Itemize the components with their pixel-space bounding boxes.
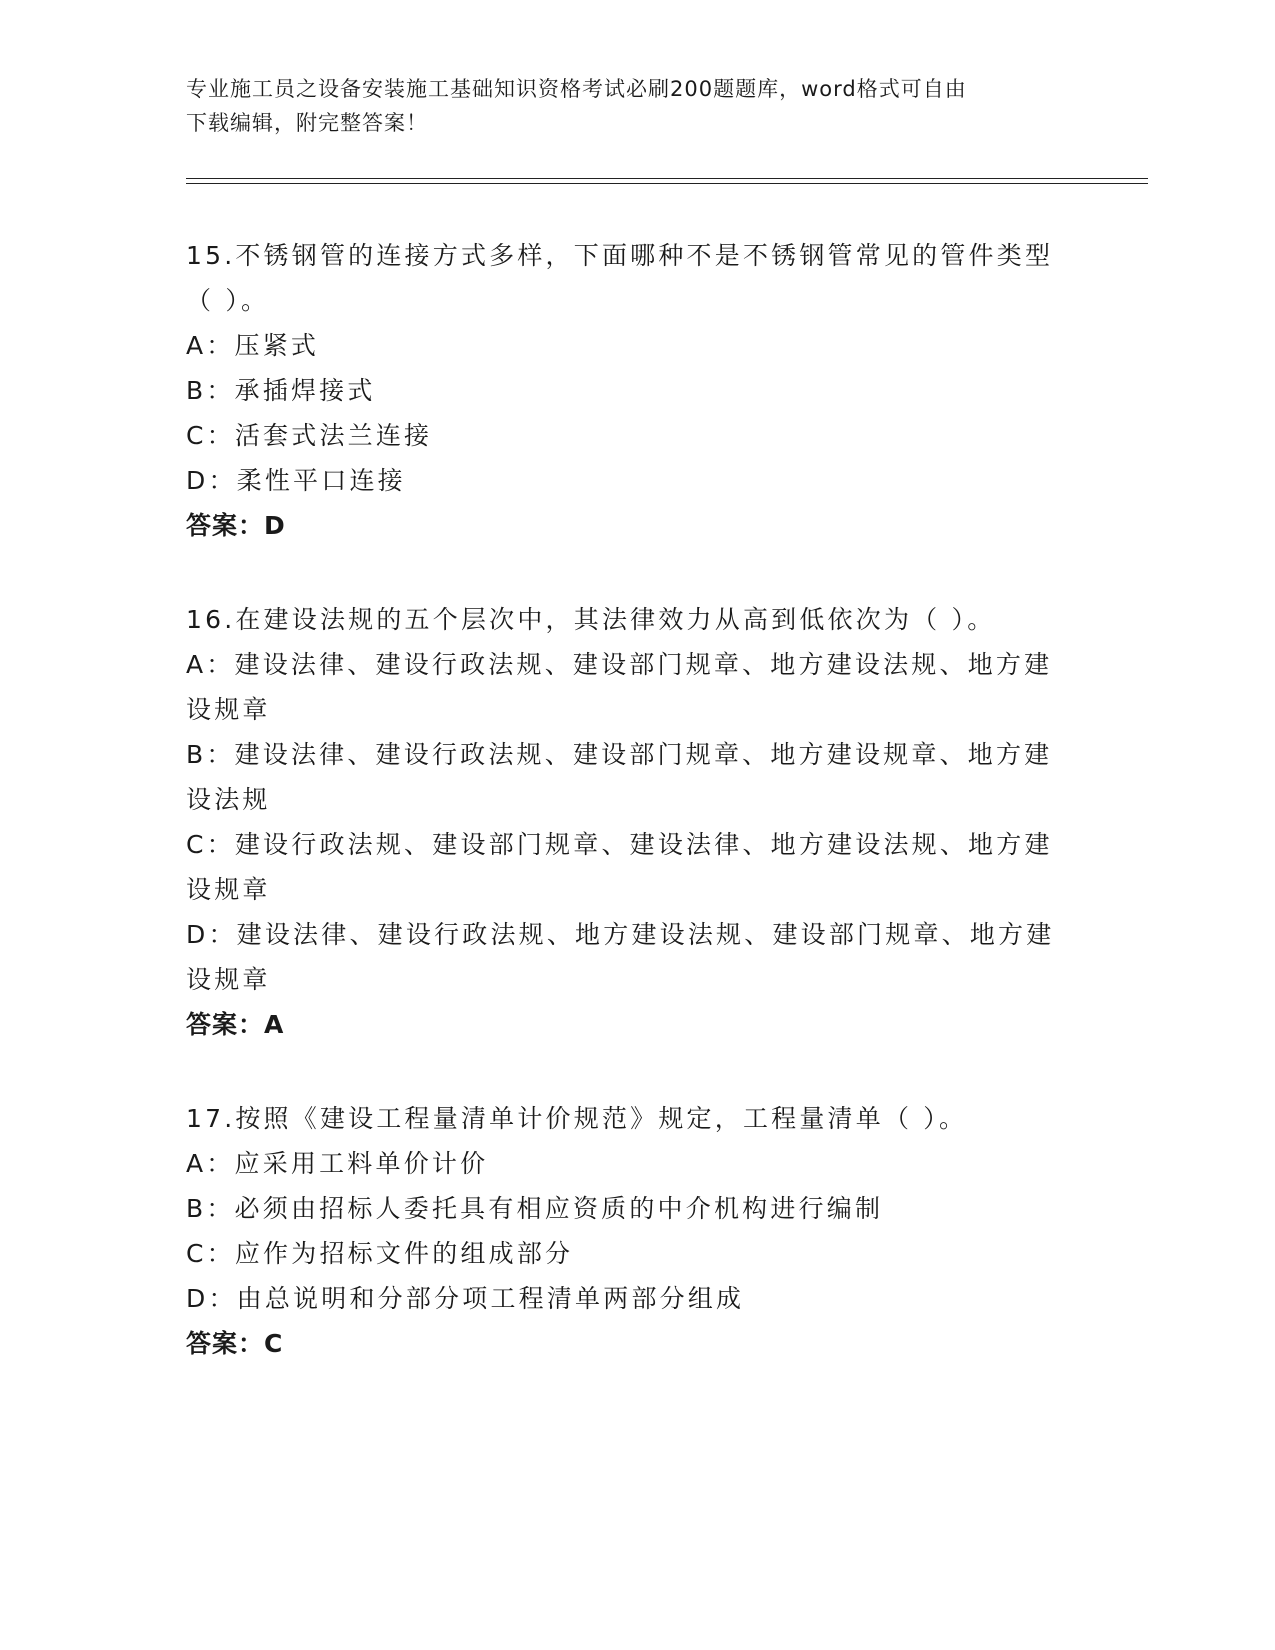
header-line-2: 下载编辑，附完整答案！ <box>186 111 428 135</box>
option-a: A：应采用工料单价计价 <box>186 1149 489 1178</box>
option-a-continued: 设规章 <box>186 695 271 724</box>
question-title: 15.不锈钢管的连接方式多样，下面哪种不是不锈钢管常见的管件类型 <box>186 241 1054 270</box>
option-b: B：建设法律、建设行政法规、建设部门规章、地方建设规章、地方建 <box>186 740 1053 769</box>
option-b: B：必须由招标人委托具有相应资质的中介机构进行编制 <box>186 1194 884 1223</box>
question-15 <box>186 233 1066 548</box>
answer: 答案：D <box>186 511 286 540</box>
answer: 答案：A <box>186 1010 285 1039</box>
option-b: B：承插焊接式 <box>186 376 376 405</box>
option-c-continued: 设规章 <box>186 875 271 904</box>
option-c: C：应作为招标文件的组成部分 <box>186 1239 574 1268</box>
option-d: D：柔性平口连接 <box>186 466 406 495</box>
question-title: 17.按照《建设工程量清单计价规范》规定，工程量清单（ ）。 <box>186 1104 968 1133</box>
header-divider-bottom <box>186 183 1148 184</box>
option-d-continued: 设规章 <box>186 965 271 994</box>
question-16 <box>186 597 1066 1047</box>
option-a: A：压紧式 <box>186 331 320 360</box>
option-a: A：建设法律、建设行政法规、建设部门规章、地方建设法规、地方建 <box>186 650 1053 679</box>
option-b-continued: 设法规 <box>186 785 271 814</box>
question-title-continued: （ ）。 <box>186 286 270 315</box>
option-c: C：建设行政法规、建设部门规章、建设法律、地方建设法规、地方建 <box>186 830 1053 859</box>
option-d: D：由总说明和分部分项工程清单两部分组成 <box>186 1284 745 1313</box>
option-c: C：活套式法兰连接 <box>186 421 433 450</box>
answer: 答案：C <box>186 1329 284 1358</box>
header-divider-top <box>186 178 1148 179</box>
option-d: D：建设法律、建设行政法规、地方建设法规、建设部门规章、地方建 <box>186 920 1055 949</box>
question-title: 16.在建设法规的五个层次中，其法律效力从高到低依次为（ ）。 <box>186 605 996 634</box>
question-17 <box>186 1096 1066 1366</box>
header-line-1: 专业施工员之设备安装施工基础知识资格考试必刷200题题库，word格式可自由 <box>186 77 967 101</box>
document-header <box>186 72 1066 140</box>
